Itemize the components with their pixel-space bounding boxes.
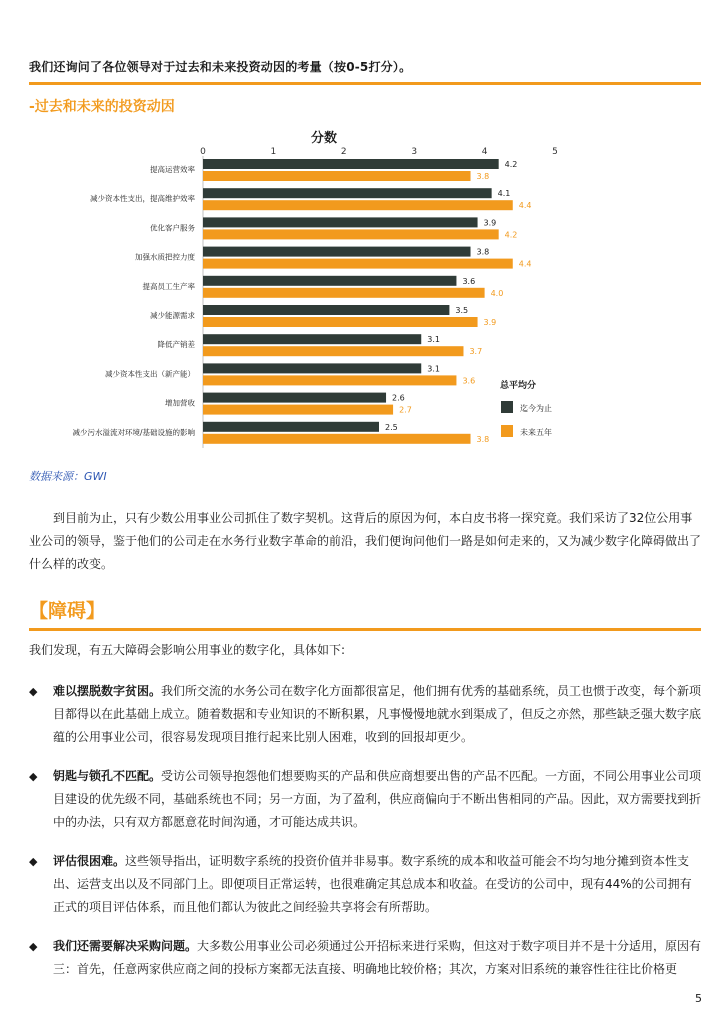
x-tick-label: 5 — [552, 147, 558, 157]
bullet-item — [29, 850, 703, 919]
bar-past — [203, 393, 386, 403]
category-label: 减少能源需求 — [150, 311, 195, 320]
category-label: 提高运营效率 — [150, 165, 195, 174]
x-tick-label: 2 — [340, 147, 347, 157]
bar-future-value-label: 2.7 — [399, 405, 412, 415]
bar-future — [203, 229, 499, 239]
bar-past-value-label: 3.5 — [455, 306, 469, 315]
legend-entry: 未来五年 — [520, 428, 552, 437]
bar-future — [203, 259, 513, 269]
bar-future — [203, 317, 478, 327]
bar-past — [203, 188, 492, 198]
bar-past-value-label: 3.6 — [462, 276, 476, 286]
diamond-bullet-icon: ◆ — [29, 940, 38, 953]
bullet-body: 我们所交流的水务公司在数字化方面都很富足，他们拥有优秀的基础系统，员工也惯于改变，每个新项目都得以在此基础上成立。随着数据和专业知识的不断积累，凡事慢慢地就水到渠成了，但反之亦然，那些缺乏强大数字底蕴的公用事业公司，很容易发现项目推行起来比别人困难，收到的回报却更少。 — [53, 684, 702, 744]
category-label: 减少资本性支出，提高维护效率 — [90, 194, 195, 204]
category-label: 加强水质把控力度 — [135, 252, 195, 262]
legend-title: 总平均分 — [500, 381, 537, 391]
bar-past-value-label: 4.2 — [504, 160, 518, 169]
bullet-heading: 难以摆脱数字贫困。 — [53, 684, 162, 698]
bar-past — [203, 247, 471, 257]
bar-future-value-label: 3.9 — [483, 318, 497, 327]
category-label: 优化客户服务 — [150, 223, 195, 233]
bar-future-value-label: 3.8 — [476, 172, 490, 181]
diamond-bullet-icon: ◆ — [29, 770, 38, 783]
intro-text: 我们还询问了各位领导对于过去和未来投资动因的考量（按0-5打分）。 — [29, 60, 412, 74]
bullet-body: 这些领导指出，证明数字系统的投资价值并非易事。数字系统的成本和收益可能会不均匀地分摊到资本性支出、运营支出以及不同部门上。即便项目正常运转，也很难确定其总成本和收益。在受访的公司中，现有44%的公司拥有正式的项目评估体系，而且他们都认为彼此之间经验共享将会有所帮助。 — [53, 854, 692, 914]
bar-past — [203, 422, 379, 432]
legend-entry: 迄今为止 — [520, 404, 552, 413]
bar-future-value-label: 3.7 — [469, 347, 483, 357]
bullet-heading: 钥匙与锁孔不匹配。 — [53, 769, 162, 783]
legend-swatch — [501, 425, 513, 437]
page-number: 5 — [695, 992, 702, 1005]
bullet-item — [29, 935, 703, 981]
bar-past-value-label: 3.1 — [427, 335, 440, 345]
bar-past-value-label: 3.1 — [427, 364, 440, 374]
bar-past — [203, 159, 499, 169]
bullet-item — [29, 680, 703, 749]
bar-past-value-label: 2.5 — [385, 422, 398, 432]
bar-past-value-label: 4.1 — [497, 189, 511, 199]
category-label: 减少资本性支出（新产能） — [105, 369, 195, 379]
bar-future — [203, 200, 513, 210]
data-source: 数据来源：GWI — [29, 470, 107, 483]
bar-future — [203, 288, 485, 298]
bar-future — [203, 171, 471, 181]
bar-chart — [0, 120, 724, 465]
x-tick-label: 4 — [481, 147, 488, 157]
category-label: 减少污水溢流对环境/基础设施的影响 — [72, 427, 195, 437]
bar-future — [203, 405, 393, 415]
category-label: 提高员工生产率 — [142, 281, 195, 291]
x-tick-label: 3 — [411, 147, 418, 157]
bar-future-value-label: 4.4 — [518, 259, 532, 269]
bar-future — [203, 434, 471, 444]
category-label: 降低产销差 — [157, 340, 195, 350]
bar-past — [203, 363, 421, 373]
bar-future-value-label: 4.2 — [504, 230, 518, 240]
legend-swatch — [501, 401, 513, 413]
bar-future — [203, 375, 456, 385]
chart-title: 分数 — [310, 131, 338, 146]
bar-future-value-label: 4.0 — [490, 288, 504, 298]
bar-past — [203, 334, 421, 344]
diamond-bullet-icon: ◆ — [29, 855, 38, 868]
bullet-body: 受访公司领导抱怨他们想要购买的产品和供应商想要出售的产品不匹配。一方面，不同公用事业公司项目建设的优先级不同，基础系统也不同；另一方面，为了盈利，供应商偏向于不断出售相同的产品。因此，双方需要找到折中的办法，只有双方都愿意花时间沟通，才可能达成共识。 — [53, 769, 702, 829]
bar-past — [203, 217, 478, 227]
bar-future — [203, 346, 463, 356]
bullet-item — [29, 765, 703, 834]
bar-past-value-label: 2.6 — [392, 393, 405, 403]
bar-future-value-label: 3.6 — [462, 376, 476, 386]
bar-past — [203, 305, 449, 315]
bar-past-value-label: 3.9 — [483, 218, 497, 228]
bullet-heading: 评估很困难。 — [53, 854, 126, 868]
body-paragraph: 到目前为止，只有少数公用事业公司抓住了数字契机。这背后的原因为何，本白皮书将一探究竟。我们采访了32位公用事业公司的领导，鉴于他们的公司走在水务行业数字革命的前沿，我们便询问他们一路是如何走来的，又为减少数字化障碍做出了什么样的改变。 — [29, 511, 702, 571]
bar-future-value-label: 3.8 — [476, 434, 490, 444]
chart-heading: -过去和未来的投资动因 — [29, 99, 175, 115]
bar-past-value-label: 3.8 — [476, 247, 490, 257]
lead-text: 我们发现，有五大障碍会影响公用事业的数字化，具体如下: — [29, 643, 346, 657]
section-divider — [29, 628, 701, 631]
bullet-heading: 我们还需要解决采购问题。 — [53, 939, 198, 953]
category-label: 增加营收 — [165, 398, 195, 408]
bullet-body: 大多数公用事业公司必须通过公开招标来进行采购，但这对于数字项目并不是十分适用，原因有三：首先，任意两家供应商之间的投标方案都无法直接、明确地比较价格；其次，方案对旧系统的兼容性往往比价格更 — [53, 939, 702, 976]
bar-future-value-label: 4.4 — [518, 201, 532, 211]
x-tick-label: 1 — [270, 147, 277, 157]
section-title: 【障碍】 — [29, 600, 106, 622]
top-divider — [29, 82, 701, 85]
bar-past — [203, 276, 456, 286]
x-tick-label: 0 — [200, 147, 206, 157]
diamond-bullet-icon: ◆ — [29, 685, 38, 698]
